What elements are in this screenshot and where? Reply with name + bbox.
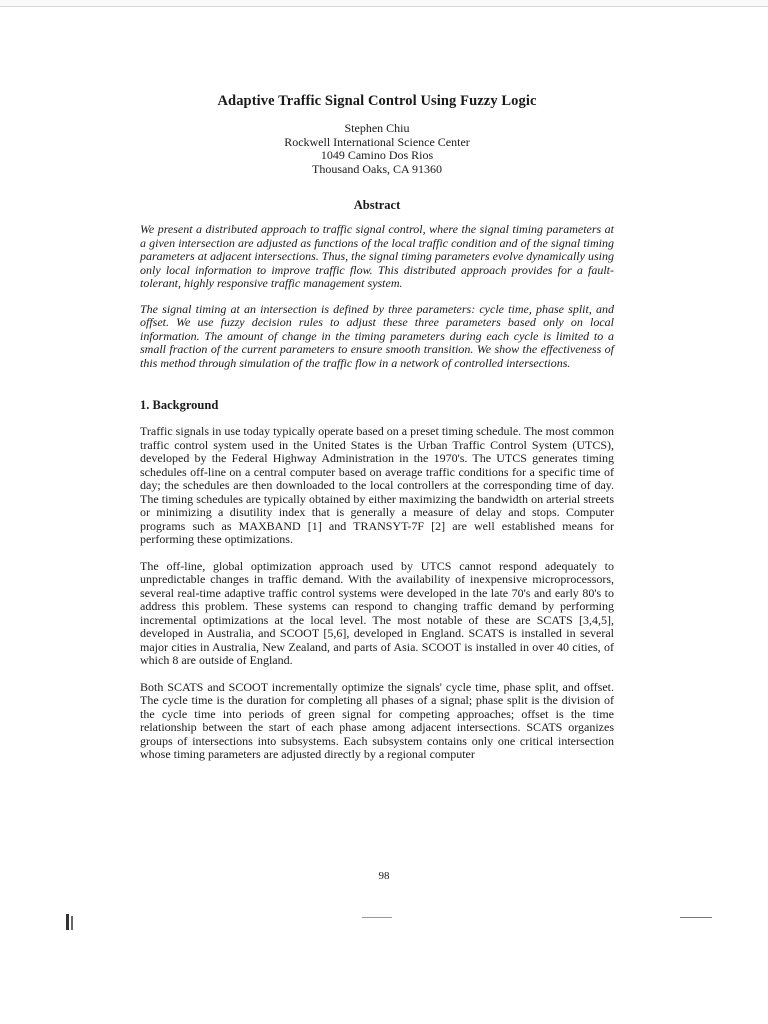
page-number: 98 <box>378 870 390 882</box>
abstract-paragraph: The signal timing at an intersection is defined by three parameters: cycle time, phase split, and offset. We use fuzzy decision rules to adjust these three parameters based only on local information. The amount of change in the timing parameters during each cycle is limited to a small fraction of the current parameters to ensure smooth transition. We show the effectiveness of this method through simulation of the traffic flow in a network of controlled intersections. <box>140 301 614 370</box>
body-paragraph: The off-line, global optimization approach used by UTCS cannot respond adequately to unpredictable changes in traffic demand. With the availability of inexpensive microprocessors, several real-time adaptive traffic control systems were developed in the late 70's and early 80's to address this problem. These systems can respond to changing traffic demand by performing incremental optimizations at the local level. The most notable of these are SCATS [3,4,5], developed in Australia, and SCOOT [5,6], developed in England. SCATS is installed in several major cities in Australia, New Zealand, and parts of Asia. SCOOT is installed in over 40 cities, of which 8 are outside of England. <box>140 558 614 667</box>
scan-artifact-line <box>680 917 712 918</box>
body-paragraph: Both SCATS and SCOOT incrementally optimize the signals' cycle time, phase split, and offset. The cycle time is the duration for completing all phases of a signal; phase split is the division of the cycle time into periods of green signal for competing approaches; offset is the time relationship between the start of each phase among adjacent intersections. SCATS organizes groups of intersections into subsystems. Each subsystem contains only one critical intersection whose timing parameters are adjusted directly by a regional computer <box>140 679 614 761</box>
author-name: Stephen Chiu <box>344 121 410 135</box>
scan-artifact-line <box>362 917 392 918</box>
scan-margin-mark <box>71 916 73 930</box>
scan-top-edge <box>0 0 768 7</box>
author-address-line2: Thousand Oaks, CA 91360 <box>312 161 442 176</box>
author-block <box>140 122 614 176</box>
author-affiliation: Rockwell International Science Center <box>284 134 470 149</box>
paper-title: Adaptive Traffic Signal Control Using Fuzzy Logic <box>217 93 537 109</box>
author-address-line1: 1049 Camino Dos Rios <box>320 148 434 162</box>
section-heading-background: 1. Background <box>140 398 219 412</box>
abstract-paragraph: We present a distributed approach to traffic signal control, where the signal timing parameters at a given intersection are adjusted as functions of the local traffic condition and of the signal timing parameters at adjacent intersections. Thus, the signal timing parameters evolve dynamically using only local information to improve traffic flow. This distributed approach provides for a fault-tolerant, highly responsive traffic management system. <box>140 222 614 290</box>
abstract-heading: Abstract <box>353 198 401 212</box>
scan-margin-mark <box>66 914 69 930</box>
body-paragraph: Traffic signals in use today typically operate based on a preset timing schedule. The most common traffic control system used in the United States is the Urban Traffic Control System (UTCS), developed by the Federal Highway Administration in the 1970's. The UTCS generates timing schedules off-line on a central computer based on average traffic conditions for a specific time of day; the schedules are then downloaded to the local controllers at the corresponding time of day. The timing schedules are typically obtained by either maximizing the bandwidth on arterial streets or minimizing a disutility index that is generally a measure of delay and stops. Computer programs such as MAXBAND [1] and TRANSYT-7F [2] are well established means for performing these optimizations. <box>140 424 614 546</box>
paper-page <box>140 92 614 775</box>
